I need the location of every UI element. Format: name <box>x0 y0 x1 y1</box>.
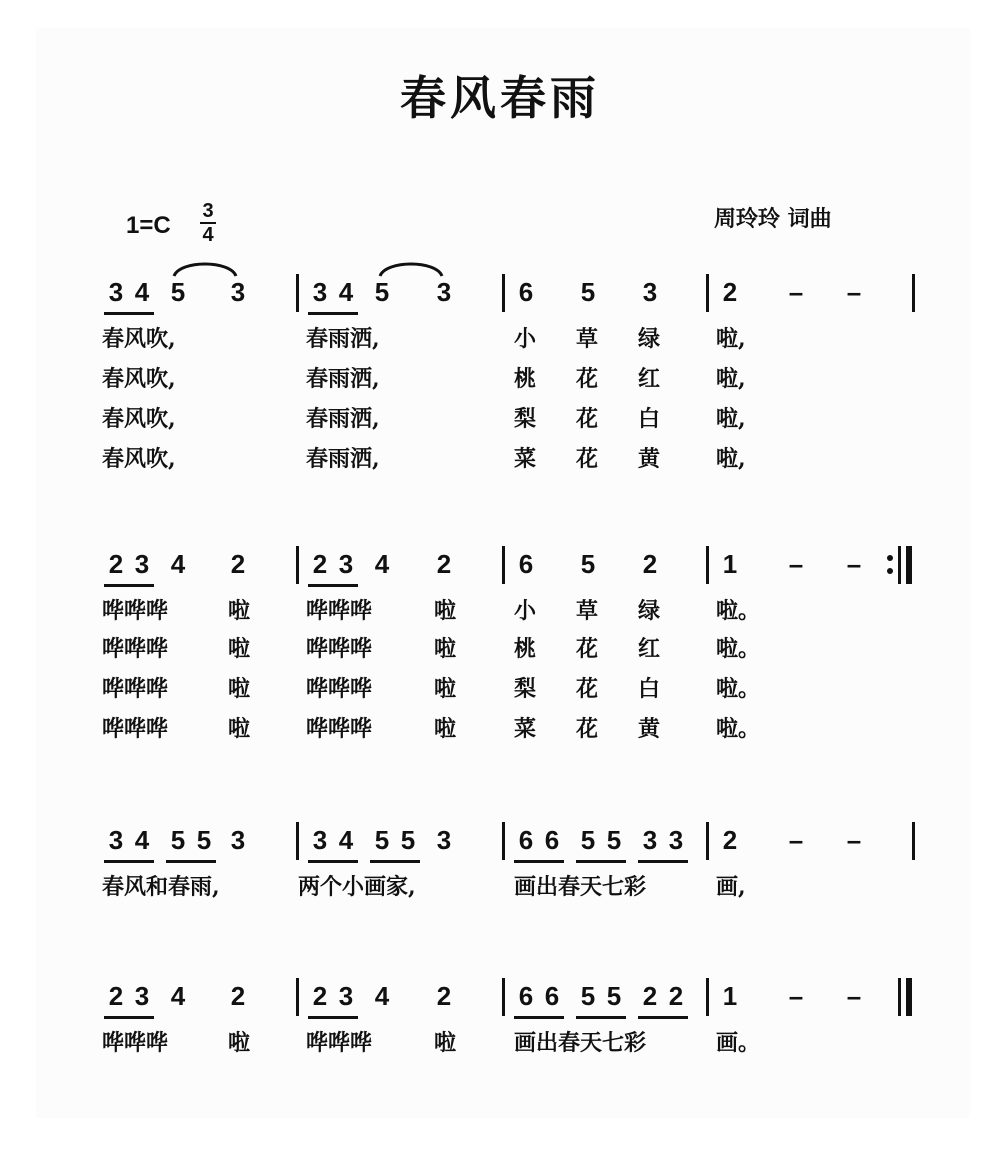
note: 3 <box>642 277 658 307</box>
song-title: 春风春雨 <box>400 71 600 125</box>
time-signature <box>198 200 218 246</box>
note: 5 <box>580 825 596 855</box>
lyric: 哗哗哗 <box>102 636 169 662</box>
lyric: 画, <box>716 874 746 900</box>
note: 4 <box>170 981 186 1011</box>
lyric: 两个小画家, <box>298 874 416 900</box>
lyric: 春风吹, <box>102 366 176 392</box>
beam-underline <box>308 584 358 587</box>
note: 2 <box>230 549 246 579</box>
lyric: 啦 <box>434 1030 457 1056</box>
note: 2 <box>230 981 246 1011</box>
composer-credit: 周玲玲 词曲 <box>714 207 832 232</box>
note: 5 <box>580 549 596 579</box>
lyric: 花 <box>576 406 599 432</box>
dash: – <box>788 825 804 855</box>
note: 5 <box>170 825 186 855</box>
lyric: 黄 <box>638 446 661 472</box>
lyric-row-1-1 <box>0 324 1000 360</box>
note: 5 <box>580 981 596 1011</box>
lyric: 草 <box>576 598 599 624</box>
beam-underline <box>104 312 154 315</box>
lyric: 啦 <box>434 676 457 702</box>
barline <box>706 978 709 1016</box>
time-signature-bottom: 4 <box>202 224 214 246</box>
note: 3 <box>642 825 658 855</box>
beam-underline <box>576 860 626 863</box>
dash: – <box>846 277 862 307</box>
lyric: 啦 <box>228 598 251 624</box>
lyric: 啦 <box>228 636 251 662</box>
lyric: 菜 <box>514 716 537 742</box>
repeat-sign-dots <box>886 552 894 578</box>
note: 5 <box>170 277 186 307</box>
barline <box>296 546 299 584</box>
final-barline-thick <box>906 978 912 1016</box>
barline <box>912 274 915 312</box>
note: 3 <box>312 825 328 855</box>
lyric: 梨 <box>514 406 537 432</box>
note: 5 <box>400 825 416 855</box>
lyric: 哗哗哗 <box>306 636 373 662</box>
lyric-row-4-1 <box>0 1028 1000 1064</box>
note: 3 <box>134 981 150 1011</box>
lyric: 小 <box>514 326 537 352</box>
beam-underline <box>104 584 154 587</box>
lyric: 春风吹, <box>102 406 176 432</box>
note: 2 <box>108 549 124 579</box>
note: 6 <box>544 825 560 855</box>
note: 3 <box>108 825 124 855</box>
repeat-barline-thin <box>898 546 901 584</box>
note: 2 <box>668 981 684 1011</box>
lyric-row-3-1 <box>0 872 1000 908</box>
lyric: 啦 <box>228 716 251 742</box>
lyric: 啦。 <box>716 598 761 624</box>
lyric: 啦 <box>228 676 251 702</box>
barline <box>296 978 299 1016</box>
lyric-row-2-3 <box>0 674 1000 710</box>
lyric: 草 <box>576 326 599 352</box>
notation-line-4 <box>0 980 1000 1030</box>
note: 2 <box>108 981 124 1011</box>
note: 2 <box>722 825 738 855</box>
lyric: 桃 <box>514 636 537 662</box>
beam-underline <box>308 1016 358 1019</box>
dash: – <box>846 981 862 1011</box>
beam-underline <box>104 860 154 863</box>
note: 2 <box>642 549 658 579</box>
lyric: 啦, <box>716 406 746 432</box>
notation-line-3 <box>0 824 1000 874</box>
beam-underline <box>514 860 564 863</box>
note: 5 <box>374 277 390 307</box>
final-barline-thin <box>898 978 901 1016</box>
barline <box>502 822 505 860</box>
barline <box>706 274 709 312</box>
beam-underline <box>308 860 358 863</box>
lyric: 小 <box>514 598 537 624</box>
lyric-row-1-2 <box>0 364 1000 400</box>
lyric: 哗哗哗 <box>306 676 373 702</box>
lyric: 梨 <box>514 676 537 702</box>
lyric: 花 <box>576 446 599 472</box>
lyric: 画。 <box>716 1030 761 1056</box>
lyric: 哗哗哗 <box>306 716 373 742</box>
lyric: 红 <box>638 636 661 662</box>
lyric: 哗哗哗 <box>102 1030 169 1056</box>
lyric: 绿 <box>638 598 661 624</box>
lyric-row-1-4 <box>0 444 1000 480</box>
note: 2 <box>642 981 658 1011</box>
note: 6 <box>544 981 560 1011</box>
note: 3 <box>230 277 246 307</box>
notation-line-2 <box>0 548 1000 598</box>
note: 2 <box>312 549 328 579</box>
barline <box>296 274 299 312</box>
lyric: 春风吹, <box>102 446 176 472</box>
repeat-barline-thick <box>906 546 912 584</box>
barline <box>502 546 505 584</box>
lyric: 啦。 <box>716 636 761 662</box>
lyric: 花 <box>576 676 599 702</box>
note: 5 <box>606 825 622 855</box>
note: 5 <box>580 277 596 307</box>
note: 3 <box>134 549 150 579</box>
note: 4 <box>338 825 354 855</box>
note: 5 <box>606 981 622 1011</box>
note: 3 <box>312 277 328 307</box>
barline <box>502 978 505 1016</box>
beam-underline <box>370 860 420 863</box>
notation-line-1 <box>0 276 1000 326</box>
note: 5 <box>374 825 390 855</box>
slur-arc <box>172 258 238 278</box>
note: 6 <box>518 549 534 579</box>
lyric: 桃 <box>514 366 537 392</box>
lyric-row-2-4 <box>0 714 1000 750</box>
note: 1 <box>722 981 738 1011</box>
lyric: 哗哗哗 <box>102 598 169 624</box>
note: 2 <box>436 549 452 579</box>
note: 3 <box>338 549 354 579</box>
lyric: 春雨洒, <box>306 446 380 472</box>
dash: – <box>846 825 862 855</box>
note: 3 <box>436 825 452 855</box>
lyric: 红 <box>638 366 661 392</box>
lyric: 哗哗哗 <box>306 1030 373 1056</box>
slur-arc <box>378 258 444 278</box>
lyric: 哗哗哗 <box>102 716 169 742</box>
beam-underline <box>638 1016 688 1019</box>
lyric: 花 <box>576 716 599 742</box>
barline <box>296 822 299 860</box>
lyric: 啦 <box>434 636 457 662</box>
lyric: 啦, <box>716 326 746 352</box>
lyric: 啦。 <box>716 676 761 702</box>
lyric: 菜 <box>514 446 537 472</box>
beam-underline <box>576 1016 626 1019</box>
lyric: 春雨洒, <box>306 326 380 352</box>
note: 4 <box>170 549 186 579</box>
note: 3 <box>108 277 124 307</box>
lyric: 花 <box>576 366 599 392</box>
lyric: 画出春天七彩 <box>514 1030 647 1056</box>
note: 3 <box>230 825 246 855</box>
lyric: 啦 <box>434 598 457 624</box>
lyric: 春风吹, <box>102 326 176 352</box>
note: 2 <box>312 981 328 1011</box>
note: 1 <box>722 549 738 579</box>
lyric-row-2-1 <box>0 596 1000 632</box>
note: 6 <box>518 277 534 307</box>
barline <box>706 822 709 860</box>
beam-underline <box>514 1016 564 1019</box>
note: 6 <box>518 825 534 855</box>
lyric: 花 <box>576 636 599 662</box>
lyric: 啦 <box>434 716 457 742</box>
lyric: 啦, <box>716 366 746 392</box>
lyric-row-1-3 <box>0 404 1000 440</box>
note: 2 <box>436 981 452 1011</box>
lyric: 春风和春雨, <box>102 874 220 900</box>
lyric: 春雨洒, <box>306 366 380 392</box>
beam-underline <box>638 860 688 863</box>
barline <box>912 822 915 860</box>
beam-underline <box>166 860 216 863</box>
note: 4 <box>374 981 390 1011</box>
note: 4 <box>374 549 390 579</box>
lyric: 白 <box>638 406 661 432</box>
note: 6 <box>518 981 534 1011</box>
lyric: 黄 <box>638 716 661 742</box>
note: 3 <box>668 825 684 855</box>
lyric: 啦 <box>228 1030 251 1056</box>
lyric: 白 <box>638 676 661 702</box>
lyric: 啦。 <box>716 716 761 742</box>
dash: – <box>846 549 862 579</box>
lyric: 哗哗哗 <box>306 598 373 624</box>
note: 3 <box>338 981 354 1011</box>
lyric: 啦, <box>716 446 746 472</box>
note: 4 <box>134 277 150 307</box>
lyric: 画出春天七彩 <box>514 874 647 900</box>
lyric: 绿 <box>638 326 661 352</box>
note: 4 <box>338 277 354 307</box>
dash: – <box>788 277 804 307</box>
note: 3 <box>436 277 452 307</box>
lyric: 春雨洒, <box>306 406 380 432</box>
barline <box>706 546 709 584</box>
beam-underline <box>104 1016 154 1019</box>
barline <box>502 274 505 312</box>
beam-underline <box>308 312 358 315</box>
lyric-row-2-2 <box>0 634 1000 670</box>
note: 2 <box>722 277 738 307</box>
note: 5 <box>196 825 212 855</box>
dash: – <box>788 981 804 1011</box>
lyric: 哗哗哗 <box>102 676 169 702</box>
dash: – <box>788 549 804 579</box>
note: 4 <box>134 825 150 855</box>
time-signature-top: 3 <box>202 200 214 222</box>
key-signature: 1=C <box>126 212 171 239</box>
